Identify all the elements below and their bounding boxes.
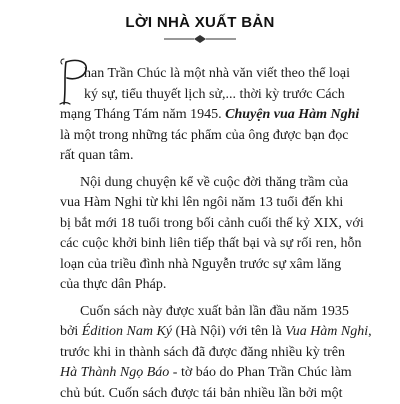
p1-line-2: ký sự, tiểu thuyết lịch sử,... thời kỳ trước Cách [60, 85, 358, 106]
p1-line-3 [60, 105, 358, 126]
decorative-ornament [164, 34, 236, 44]
p2-line-4: các cuộc khởi binh liên tiếp thất bại và sự rối ren, hỗn [60, 234, 358, 255]
p1-line-1: han Trần Chúc là một nhà văn viết theo thể loại [60, 64, 358, 85]
page-header [0, 12, 400, 31]
original-title: Vua Hàm Nghi [285, 324, 368, 339]
publisher-name: Édition Nam Ký [82, 324, 172, 339]
p3-line-2-b: (Hà Nội) với tên là [172, 324, 285, 339]
paragraph-1 [60, 64, 358, 167]
p3-line-5: chủ bút. Cuốn sách được tái bản nhiều lần bởi một [60, 384, 358, 404]
dropcap-letter-p [58, 56, 94, 108]
p3-line-4-b: - tờ báo do Phan Trần Chúc làm [169, 365, 351, 380]
document-body [60, 64, 358, 404]
newspaper-name: Hà Thành Ngọ Báo [60, 365, 169, 380]
paragraph-3 [60, 302, 358, 404]
p3-line-2 [60, 322, 358, 343]
p1-line-4: là một trong những tác phẩm của ông được bạn đọc [60, 126, 358, 147]
svg-text:P: P [58, 56, 59, 57]
p3-line-3: trước khi in thành sách đã được đăng nhiều kỳ trên [60, 343, 358, 364]
p2-line-2: vua Hàm Nghi từ khi lên ngôi năm 13 tuổi đến khi [60, 193, 358, 214]
p1-line-3-text: mạng Tháng Tám năm 1945. [60, 107, 225, 122]
p1-line-5: rất quan tâm. [60, 146, 358, 167]
p3-line-4 [60, 363, 358, 384]
p2-line-6: của thực dân Pháp. [60, 275, 358, 296]
p3-line-2-a: bởi [60, 324, 82, 339]
p2-line-5: loạn của triều đình nhà Nguyễn trước sự xâm lăng [60, 255, 358, 276]
book-title-chuyen-vua-ham-nghi: Chuyện vua Hàm Nghi [225, 107, 359, 122]
p3-line-2-c: , [368, 324, 372, 339]
p3-line-1: Cuốn sách này được xuất bản lần đầu năm 1935 [60, 302, 358, 323]
p2-line-3: bị bắt mới 18 tuổi trong bối cảnh cuối thế kỷ XIX, với [60, 214, 358, 235]
page-title: LỜI NHÀ XUẤT BẢN [125, 14, 274, 31]
paragraph-2 [60, 173, 358, 296]
p2-line-1: Nội dung chuyện kể về cuộc đời thăng trầm của [60, 173, 358, 194]
